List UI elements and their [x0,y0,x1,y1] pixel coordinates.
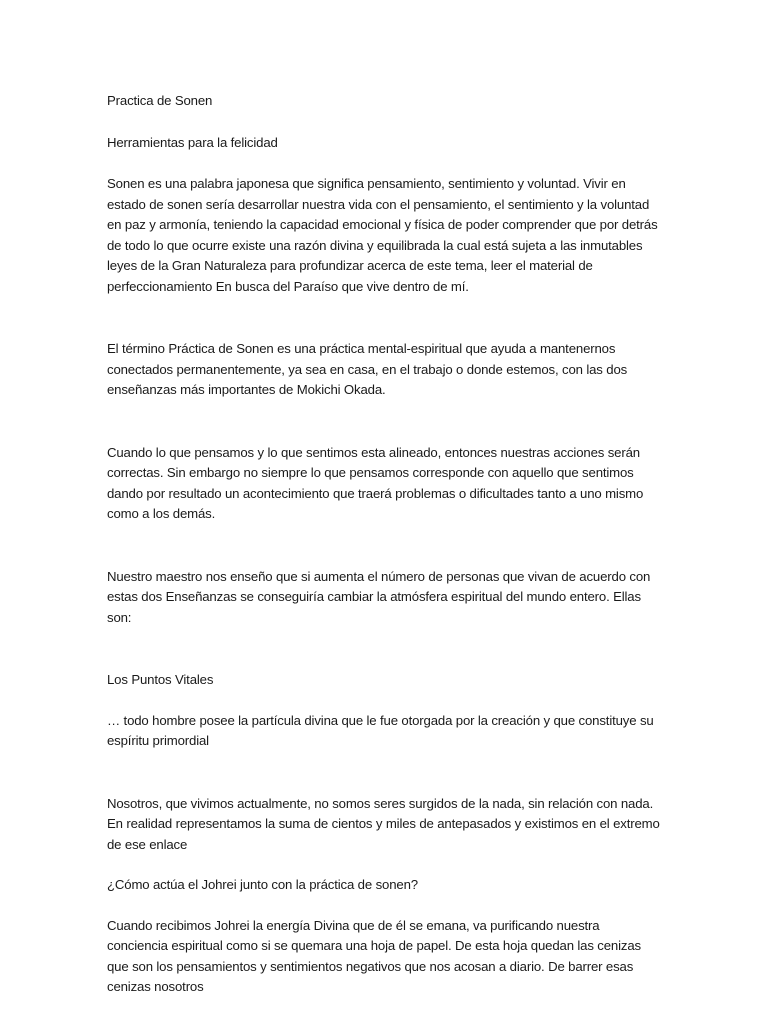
document-title: Practica de Sonen [107,93,213,108]
paragraph-sonen-definition: Sonen es una palabra japonesa que significa pensamiento, sentimiento y voluntad. Vivir en estado de sonen sería desarrollar nuestra vida con el pensamiento, el sentimiento y la voluntad en paz y armonía, teniendo la capacidad emocional y física de poder comprender que por detrás de todo lo que ocurre existe una razón divina y equilibrada la cual está sujeta a las inmutables leyes de la Gran Naturaleza para profundizar acerca de este tema, leer el material de perfeccionamiento En busca del Paraíso que vive dentro de mí. [107,176,658,294]
document-body [107,91,662,998]
document-subtitle: Herramientas para la felicidad [107,134,278,150]
paragraph-maestro: Nuestro maestro nos enseño que si aumenta el número de personas que vivan de acuerdo con estas dos Enseñanzas se conseguiría cambiar la atmósfera espiritual del mundo entero. Ellas son: [107,568,651,625]
question-johrei: ¿Cómo actúa el Johrei junto con la práctica de sonen? [107,877,418,892]
paragraph-alignment: Cuando lo que pensamos y lo que sentimos esta alineado, entonces nuestras acciones serán correctas. Sin embargo no siempre lo que pensamos corresponde con aquello que sentimos dando por resultado un acontecimiento que traerá problemas o dificultades tanto a uno mismo como a los demás. [107,444,644,521]
paragraph-antepasados: Nosotros, que vivimos actualmente, no somos seres surgidos de la nada, sin relación con nada. En realidad representamos la suma de cientos y miles de antepasados y existimos en el extremo de ese enlace [107,795,660,852]
section-heading-puntos-vitales: Los Puntos Vitales [107,672,214,687]
paragraph-johrei-energia: Cuando recibimos Johrei la energía Divina que de él se emana, va purificando nuestra conciencia espiritual como si se quemara una hoja de papel. De esta hoja quedan las cenizas que son los pensamientos y sentimientos negativos que nos acosan a diario. De barrer esas cenizas nosotros [107,917,641,994]
paragraph-practica-de-sonen: El término Práctica de Sonen es una práctica mental-espiritual que ayuda a mantenernos conectados permanentemente, ya sea en casa, en el trabajo o donde estemos, con las dos enseñanzas más importantes de Mokichi Okada. [107,341,628,397]
quote-particula-divina: … todo hombre posee la partícula divina que le fue otorgada por la creación y que constituye su espíritu primordial [107,712,654,748]
